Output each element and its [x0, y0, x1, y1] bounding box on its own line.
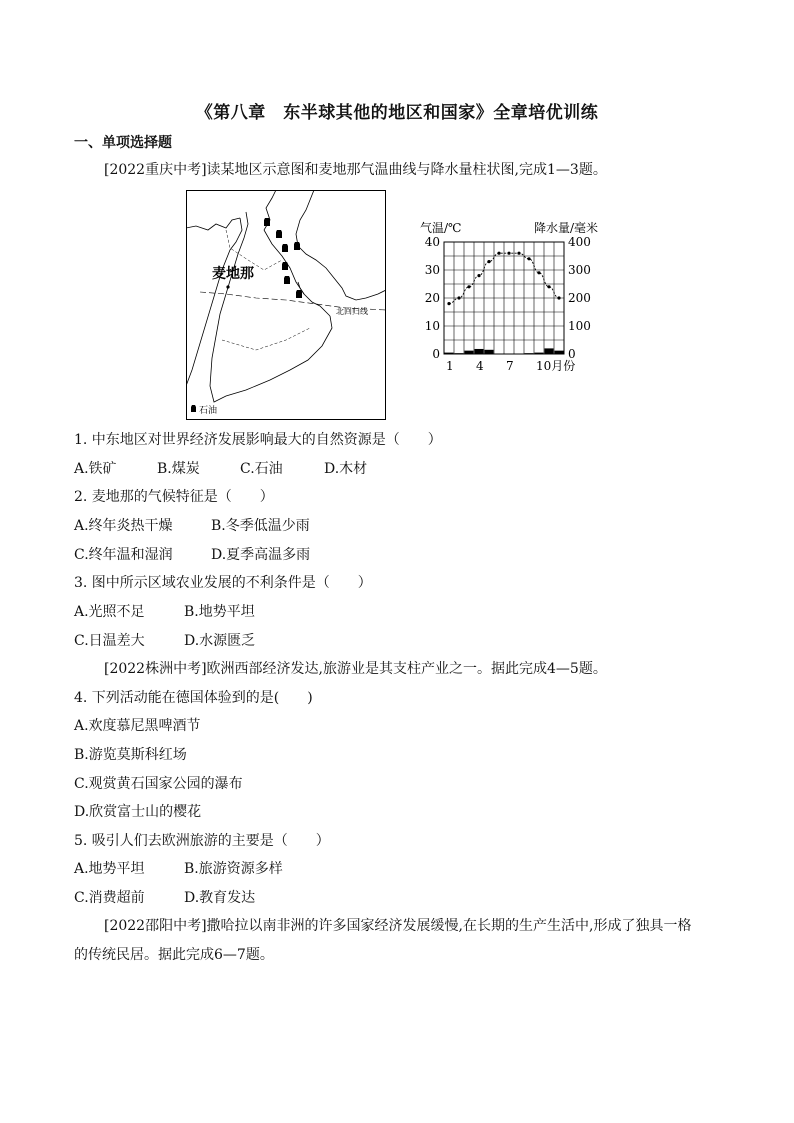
- city-label: 麦地那: [212, 266, 254, 282]
- q3-option-b[interactable]: B.地势平坦: [184, 604, 255, 620]
- y-left-tick: 20: [424, 291, 440, 305]
- y-left-label: 气温/℃: [420, 221, 462, 235]
- q4-option-d[interactable]: D.欣赏富士山的樱花: [74, 804, 202, 820]
- temperature-point: [557, 296, 560, 299]
- temperature-point: [457, 296, 460, 299]
- page-title: 《第八章 东半球其他的地区和国家》全章培优训练: [195, 103, 599, 123]
- temperature-point: [447, 302, 450, 305]
- temperature-point: [467, 285, 470, 288]
- x-tick: 4: [476, 359, 484, 373]
- intro-passage-3-line-1: [2022邵阳中考]撒哈拉以南非洲的许多国家经济发展缓慢,在长期的生产生活中,形成了独具一格: [104, 918, 692, 934]
- city-dot: [226, 285, 229, 288]
- y-right-tick: 300: [568, 263, 591, 277]
- legend-label: 石油: [199, 406, 218, 416]
- temperature-point: [537, 271, 540, 274]
- q4-option-c[interactable]: C.观赏黄石国家公园的瀑布: [74, 776, 243, 792]
- precipitation-bar: [555, 351, 564, 354]
- oil-icon: [296, 290, 302, 298]
- precipitation-bar: [525, 353, 534, 354]
- y-left-tick: 40: [424, 235, 440, 249]
- question-1-stem: 1. 中东地区对世界经济发展影响最大的自然资源是（ ）: [74, 432, 442, 448]
- precipitation-bar: [535, 353, 544, 354]
- region-map: [186, 190, 386, 420]
- temperature-point: [547, 285, 550, 288]
- y-left-tick: 10: [424, 319, 440, 333]
- temperature-point: [507, 252, 510, 255]
- q2-option-c[interactable]: C.终年温和湿润: [74, 547, 173, 563]
- precipitation-bar: [475, 349, 484, 354]
- question-3-stem: 3. 图中所示区域农业发展的不利条件是（ ）: [74, 575, 372, 591]
- x-tick: 7: [506, 359, 514, 373]
- q1-option-d[interactable]: D.木材: [324, 461, 368, 477]
- q3-option-d[interactable]: D.水源匮乏: [184, 633, 256, 649]
- y-right-tick: 0: [568, 347, 576, 361]
- x-tick: 10月份: [536, 359, 576, 373]
- section-heading: 一、单项选择题: [74, 135, 172, 151]
- precipitation-bar: [445, 353, 454, 354]
- oil-icon: [264, 218, 270, 226]
- intro-passage-1: [2022重庆中考]读某地区示意图和麦地那气温曲线与降水量柱状图,完成1—3题。: [104, 162, 607, 178]
- precipitation-bar: [545, 348, 554, 354]
- x-tick: 1: [446, 359, 454, 373]
- y-right-tick: 400: [568, 235, 591, 249]
- q4-option-a[interactable]: A.欢度慕尼黑啤酒节: [74, 718, 201, 734]
- q4-option-b[interactable]: B.游览莫斯科红场: [74, 747, 187, 763]
- y-right-tick: 200: [568, 291, 591, 305]
- question-2-stem: 2. 麦地那的气候特征是（ ）: [74, 489, 274, 505]
- q2-option-a[interactable]: A.终年炎热干燥: [74, 518, 173, 534]
- q1-option-b[interactable]: B.煤炭: [157, 461, 200, 477]
- temperature-point: [527, 257, 530, 260]
- q3-option-c[interactable]: C.日温差大: [74, 633, 145, 649]
- precipitation-bar: [455, 353, 464, 354]
- y-right-tick: 100: [568, 319, 591, 333]
- temperature-point: [477, 274, 480, 277]
- q2-option-d[interactable]: D.夏季高温多雨: [211, 547, 311, 563]
- question-5-stem: 5. 吸引人们去欧洲旅游的主要是（ ）: [74, 833, 330, 849]
- temperature-point: [497, 252, 500, 255]
- oil-icon: [282, 262, 288, 270]
- q5-option-a[interactable]: A.地势平坦: [74, 861, 145, 877]
- climate-chart: [418, 218, 614, 378]
- precipitation-bar: [465, 351, 474, 354]
- q1-option-a[interactable]: A.铁矿: [74, 461, 117, 477]
- q5-option-b[interactable]: B.旅游资源多样: [184, 861, 283, 877]
- q3-option-a[interactable]: A.光照不足: [74, 604, 145, 620]
- oil-icon: [282, 244, 288, 252]
- oil-icon: [284, 276, 290, 284]
- q5-option-d[interactable]: D.教育发达: [184, 890, 256, 906]
- chart-grid: [444, 242, 564, 354]
- y-right-label: 降水量/毫米: [534, 221, 599, 235]
- q1-option-c[interactable]: C.石油: [240, 461, 283, 477]
- y-left-tick: 30: [424, 263, 440, 277]
- oil-icon: [276, 230, 282, 238]
- oil-legend-icon: [191, 405, 196, 412]
- oil-icon: [294, 242, 300, 250]
- temperature-point: [487, 260, 490, 263]
- tropic-label: 北回归线: [336, 307, 368, 316]
- q5-option-c[interactable]: C.消费超前: [74, 890, 145, 906]
- precipitation-bar: [485, 350, 494, 354]
- q2-option-b[interactable]: B.冬季低温少雨: [211, 518, 310, 534]
- intro-passage-2: [2022株洲中考]欧洲西部经济发达,旅游业是其支柱产业之一。据此完成4—5题。: [104, 661, 607, 677]
- temperature-point: [517, 252, 520, 255]
- intro-passage-3-line-2: 的传统民居。据此完成6—7题。: [74, 947, 274, 963]
- y-left-tick: 0: [432, 347, 440, 361]
- question-4-stem: 4. 下列活动能在德国体验到的是( ): [74, 690, 313, 706]
